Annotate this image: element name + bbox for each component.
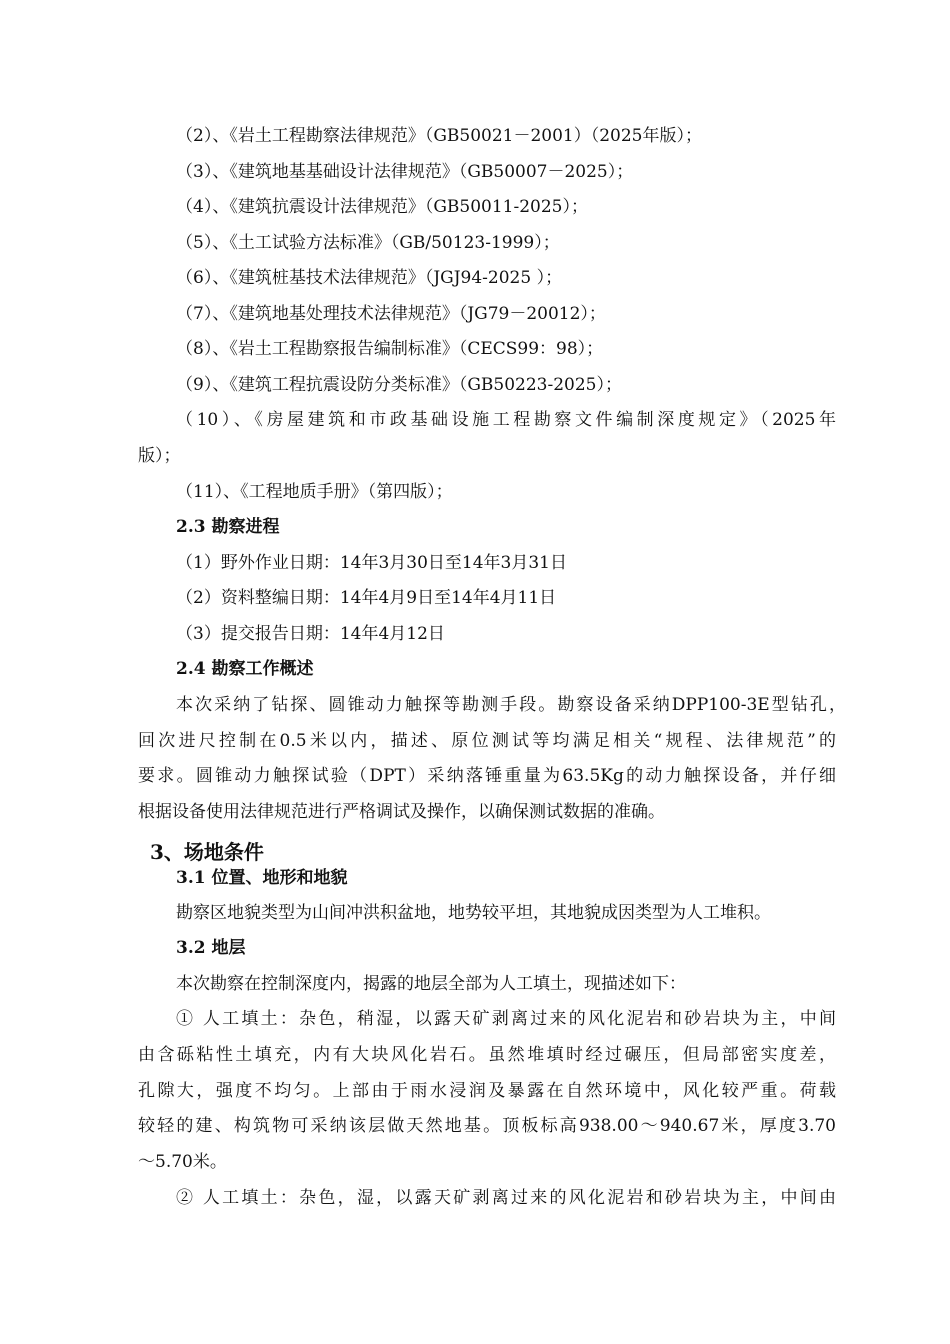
ref-item-5: （5）、《土工试验方法标准》（GB/50123-1999）； <box>176 233 560 253</box>
landform-text: 勘察区地貌类型为山间冲洪积盆地，地势较平坦，其地貌成因类型为人工堆积。 <box>176 903 771 923</box>
layer-1-line-4: 较轻的建、构筑物可采纳该层做天然地基。顶板标高938.00～940.67米，厚度3.70 <box>138 1116 836 1136</box>
ref-item-7: （7）、《建筑地基处理技术法律规范》（JG79－20012）； <box>176 304 606 324</box>
layer-2-line-1: ② 人工填土：杂色，湿，以露天矿剥离过来的风化泥岩和砂岩块为主，中间由 <box>176 1188 836 1208</box>
overview-line-4: 根据设备使用法律规范进行严格调试及操作，以确保测试数据的准确。 <box>138 802 665 822</box>
ref-item-3: （3）、《建筑地基基础设计法律规范》（GB50007－2025）； <box>176 162 634 182</box>
strata-intro: 本次勘察在控制深度内，揭露的地层全部为人工填土，现描述如下： <box>176 974 686 994</box>
layer-1-line-2: 由含砾粘性土填充，内有大块风化岩石。虽然堆填时经过碾压，但局部密实度差， <box>138 1045 836 1065</box>
layer-1-line-1: ① 人工填土：杂色，稍湿，以露天矿剥离过来的风化泥岩和砂岩块为主，中间 <box>176 1009 836 1029</box>
schedule-item-2: （2）资料整编日期：14年4月9日至14年4月11日 <box>176 588 557 608</box>
schedule-item-3: （3）提交报告日期：14年4月12日 <box>176 624 445 644</box>
overview-line-3: 要求。圆锥动力触探试验（DPT）采纳落锤重量为63.5Kg的动力触探设备，并仔细 <box>138 766 836 786</box>
ref-item-6: （6）、《建筑桩基技术法律规范》（JGJ94-2025 ）； <box>176 268 563 288</box>
ref-item-4: （4）、《建筑抗震设计法律规范》（GB50011-2025）； <box>176 197 588 217</box>
section-3-1-heading: 3.1 位置、地形和地貌 <box>176 868 348 888</box>
section-2-3-heading: 2.3 勘察进程 <box>176 517 280 537</box>
ref-item-11: （11）、《工程地质手册》（第四版）； <box>176 482 453 502</box>
section-3-2-heading: 3.2 地层 <box>176 938 246 958</box>
ref-item-8: （8）、《岩土工程勘察报告编制标准》（CECS99：98）； <box>176 339 604 359</box>
overview-line-2: 回次进尺控制在0.5米以内，描述、原位测试等均满足相关“规程、法律规范”的 <box>138 731 836 751</box>
schedule-item-1: （1）野外作业日期：14年3月30日至14年3月31日 <box>176 553 567 573</box>
layer-1-line-3: 孔隙大，强度不均匀。上部由于雨水浸润及暴露在自然环境中，风化较严重。荷载 <box>138 1081 836 1101</box>
ref-item-2: （2）、《岩土工程勘察法律规范》（GB50021－2001）（2025年版）； <box>176 126 702 146</box>
section-3-heading: 3、场地条件 <box>150 840 264 864</box>
ref-item-10-cont: 版）； <box>138 446 181 466</box>
layer-1-line-5: ～5.70米。 <box>138 1152 227 1172</box>
overview-line-1: 本次采纳了钻探、圆锥动力触探等勘测手段。勘察设备采纳DPP100-3E型钻孔， <box>176 695 846 715</box>
section-2-4-heading: 2.4 勘察工作概述 <box>176 659 314 679</box>
ref-item-10: （10）、《房屋建筑和市政基础设施工程勘察文件编制深度规定》（2025年 <box>176 410 836 430</box>
ref-item-9: （9）、《建筑工程抗震设防分类标准》（GB50223-2025）； <box>176 375 622 395</box>
